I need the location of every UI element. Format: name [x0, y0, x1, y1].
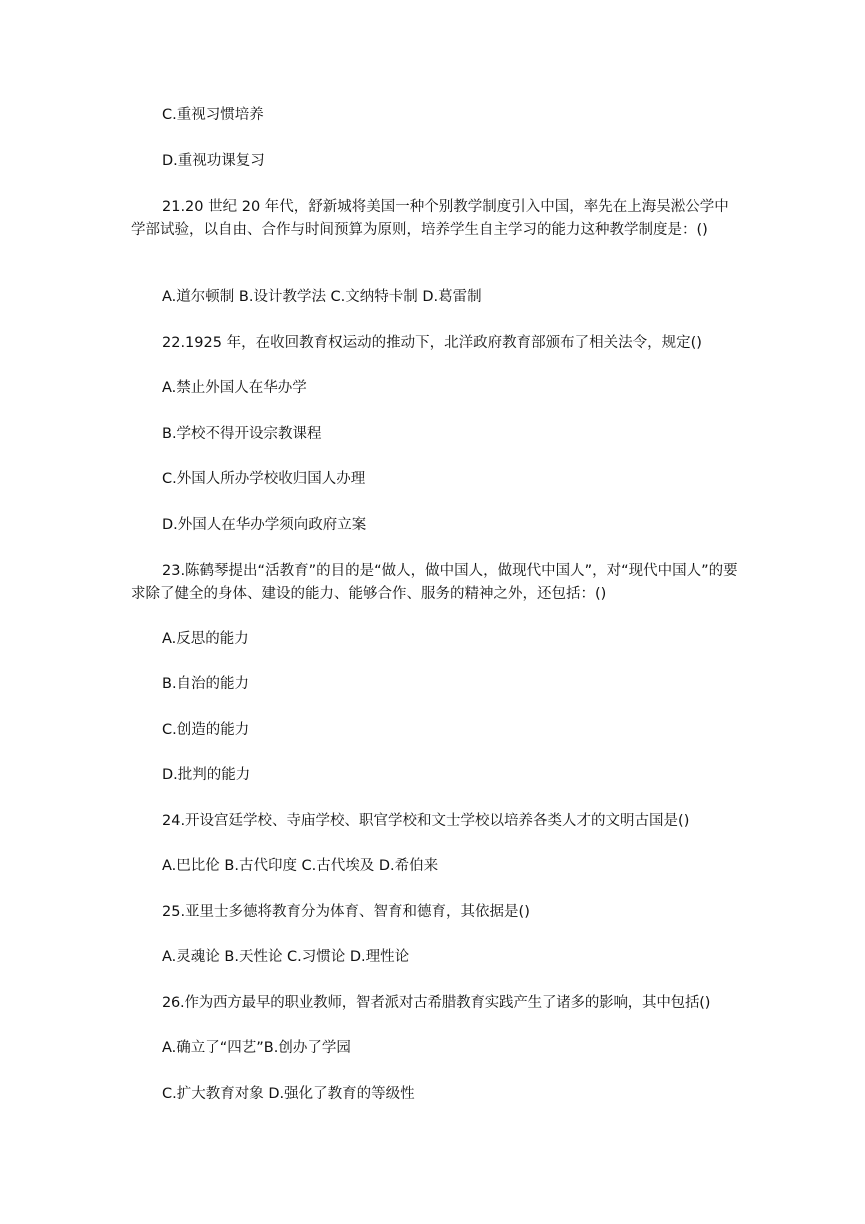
question-25: 25.亚里士多德将教育分为体育、智育和德育，其依据是() — [162, 904, 530, 920]
options-cd-q26: C.扩大教育对象 D.强化了教育的等级性 — [162, 1086, 415, 1102]
options-q25: A.灵魂论 B.天性论 C.习惯论 D.理性论 — [162, 949, 410, 965]
option-d-q23: D.批判的能力 — [162, 767, 251, 783]
option-c-q20: C.重视习惯培养 — [162, 107, 264, 123]
options-q21: A.道尔顿制 B.设计教学法 C.文纳特卡制 D.葛雷制 — [162, 289, 482, 305]
question-22: 22.1925 年，在收回教育权运动的推动下，北洋政府教育部颁布了相关法令，规定() — [162, 335, 702, 351]
options-ab-q26: A.确立了“四艺”B.创办了学园 — [162, 1040, 351, 1056]
option-d-q20: D.重视功课复习 — [162, 153, 265, 169]
option-c-q22: C.外国人所办学校收归国人办理 — [162, 471, 366, 487]
question-24: 24.开设宫廷学校、寺庙学校、职官学校和文士学校以培养各类人才的文明古国是() — [162, 813, 690, 829]
option-a-q23: A.反思的能力 — [162, 631, 249, 647]
option-c-q23: C.创造的能力 — [162, 722, 250, 738]
option-b-q22: B.学校不得开设宗教课程 — [162, 426, 322, 442]
option-a-q22: A.禁止外国人在华办学 — [162, 380, 307, 396]
question-26: 26.作为西方最早的职业教师，智者派对古希腊教育实践产生了诸多的影响，其中包括() — [162, 995, 711, 1011]
question-23: 23.陈鹤琴提出“活教育”的目的是“做人，做中国人，做现代中国人”，对“现代中国人”的要求除了健全的身体、建设的能力、能够合作、服务的精神之外，还包括：() — [131, 563, 738, 602]
options-q24: A.巴比伦 B.古代印度 C.古代埃及 D.希伯来 — [162, 858, 439, 874]
question-21: 21.20 世纪 20 年代，舒新城将美国一种个别教学制度引入中国，率先在上海吴淞公学中学部试验，以自由、合作与时间预算为原则，培养学生自主学习的能力这种教学制度是：() — [131, 199, 729, 238]
option-d-q22: D.外国人在华办学须向政府立案 — [162, 517, 367, 533]
option-b-q23: B.自治的能力 — [162, 676, 250, 692]
